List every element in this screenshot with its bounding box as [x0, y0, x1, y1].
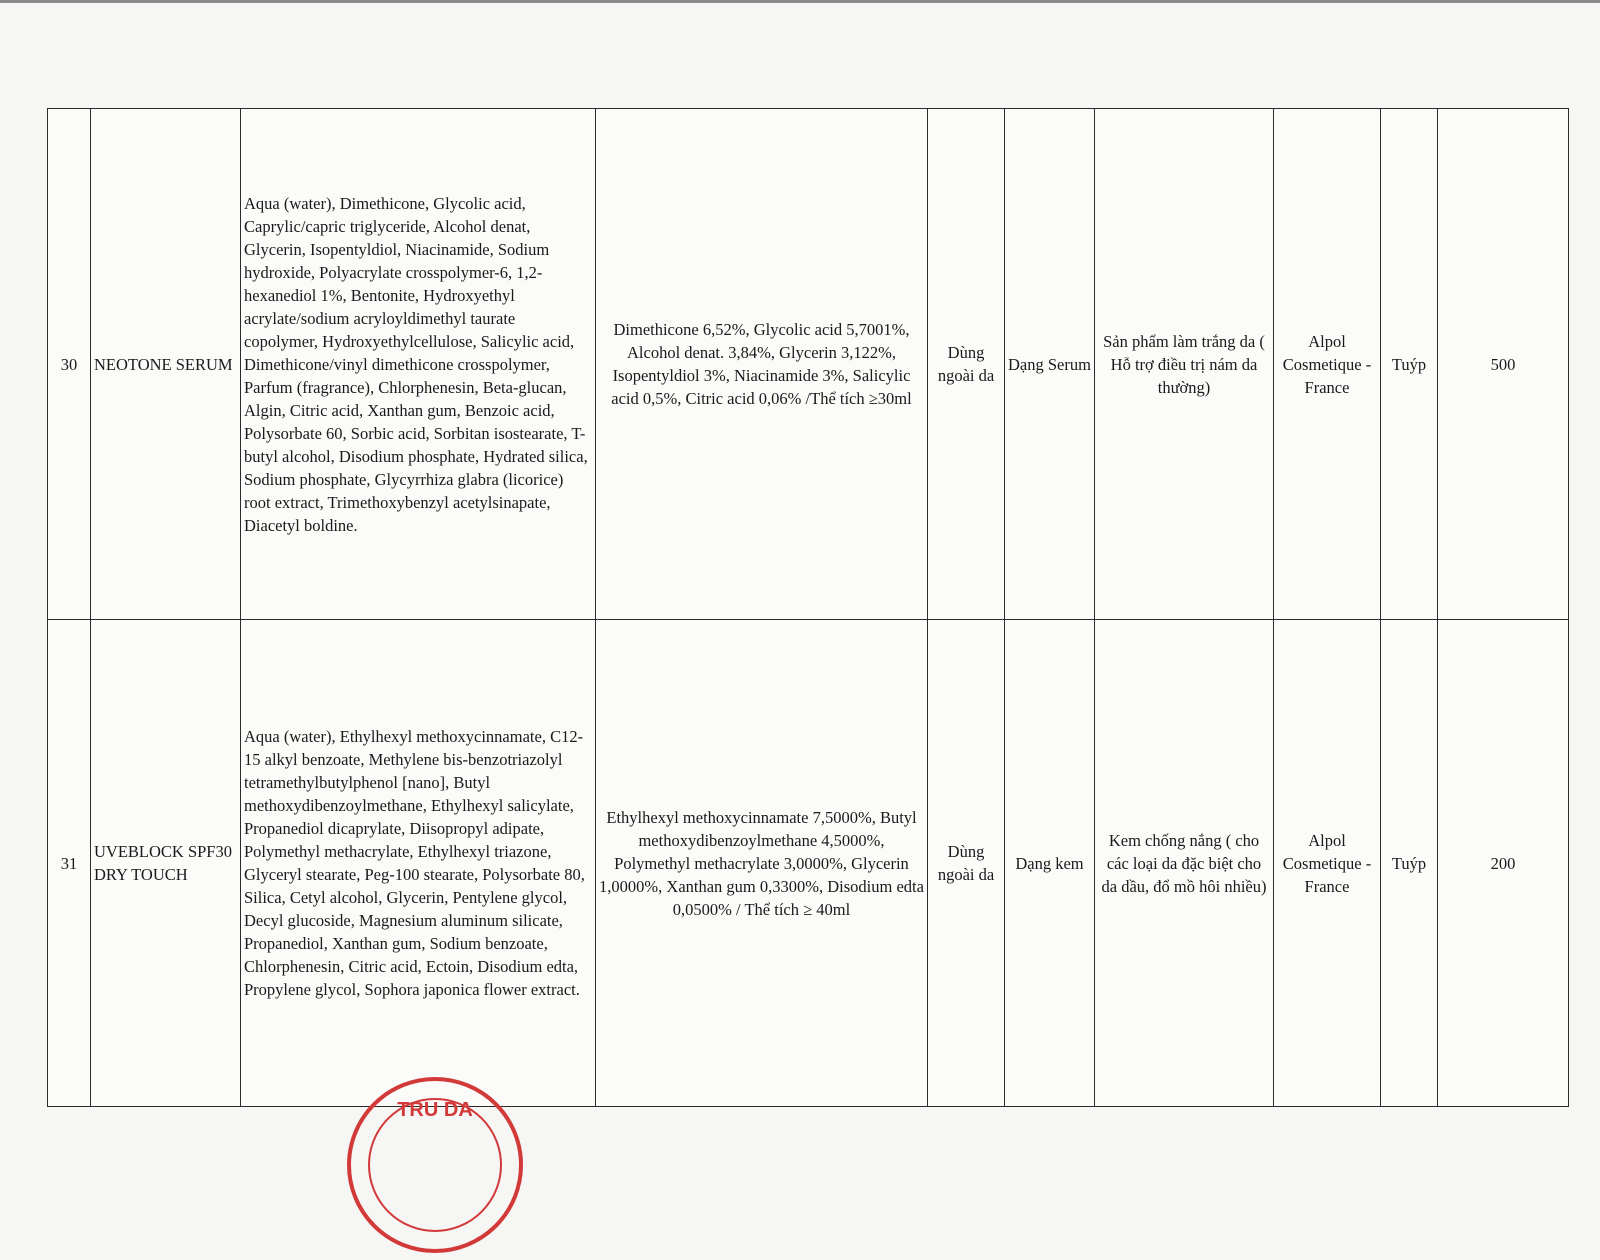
- active-content-cell: Ethylhexyl methoxycinnamate 7,5000%, Butyl methoxydibenzoylmethane 4,5000%, Polymethyl methacrylate 3,0000%, Glycerin 1,0000%, Xanthan gum 0,3300%, Disodium edta 0,0500% / Thể tích ≥ 40ml: [596, 620, 928, 1107]
- ingredients-cell: Aqua (water), Dimethicone, Glycolic acid, Caprylic/capric triglyceride, Alcohol denat, Glycerin, Isopentyldiol, Niacinamide, Sodium hydroxide, Polyacrylate crosspolymer-6, 1,2-hexanediol 1%, Bentonite, Hydroxyethyl acrylate/sodium acryloyldimethyl taurate copolymer, Hydroxyethylcellulose, Salicylic acid, Dimethicone/vinyl dimethicone crosspolymer, Parfum (fragrance), Chlorphenesin, Beta-glucan, Algin, Citric acid, Xanthan gum, Benzoic acid, Polysorbate 60, Sorbic acid, Sorbitan isostearate, T-butyl alcohol, Disodium phosphate, Hydrated silica, Sodium phosphate, Glycyrrhiza glabra (licorice) root extract, Trimethoxybenzyl acetylsinapate, Diacetyl boldine.: [241, 109, 596, 620]
- table-row: [48, 620, 1569, 1107]
- ingredients-cell: Aqua (water), Ethylhexyl methoxycinnamate, C12-15 alkyl benzoate, Methylene bis-benzotriazolyl tetramethylbutylphenol [nano], Butyl methoxydibenzoylmethane, Ethylhexyl salicylate, Propanediol dicaprylate, Diisopropyl adipate, Polymethyl methacrylate, Ethylhexyl triazone, Glyceryl stearate, Peg-100 stearate, Polysorbate 80, Silica, Cetyl alcohol, Glycerin, Pentylene glycol, Decyl glucoside, Magnesium aluminum silicate, Propanediol, Xanthan gum, Sodium benzoate, Chlorphenesin, Citric acid, Ectoin, Disodium edta, Propylene glycol, Sophora japonica flower extract.: [241, 620, 596, 1107]
- usage-cell: Dùng ngoài da: [928, 620, 1005, 1107]
- product-table: [47, 108, 1569, 1107]
- purpose-cell: Kem chống nắng ( cho các loại da đặc biệt cho da dầu, đổ mồ hôi nhiều): [1095, 620, 1274, 1107]
- unit-cell: Tuýp: [1381, 109, 1438, 620]
- manufacturer-cell: Alpol Cosmetique - France: [1274, 109, 1381, 620]
- row-number: 31: [48, 620, 91, 1107]
- table-row: [48, 109, 1569, 620]
- page-top-rule: [0, 0, 1600, 3]
- purpose-cell: Sản phẩm làm trắng da ( Hỗ trợ điều trị nám da thường): [1095, 109, 1274, 620]
- quantity-cell: 200: [1438, 620, 1569, 1107]
- manufacturer-cell: Alpol Cosmetique - France: [1274, 620, 1381, 1107]
- unit-cell: Tuýp: [1381, 620, 1438, 1107]
- product-name: UVEBLOCK SPF30 DRY TOUCH: [91, 620, 241, 1107]
- form-cell: Dạng kem: [1005, 620, 1095, 1107]
- active-content-cell: Dimethicone 6,52%, Glycolic acid 5,7001%, Alcohol denat. 3,84%, Glycerin 3,122%, Isopentyldiol 3%, Niacinamide 3%, Salicylic acid 0,5%, Citric acid 0,06% /Thể tích ≥30ml: [596, 109, 928, 620]
- product-name: NEOTONE SERUM: [91, 109, 241, 620]
- red-seal-stamp: [340, 1070, 530, 1260]
- quantity-cell: 500: [1438, 109, 1569, 620]
- row-number: 30: [48, 109, 91, 620]
- form-cell: Dạng Serum: [1005, 109, 1095, 620]
- usage-cell: Dùng ngoài da: [928, 109, 1005, 620]
- stamp-text: TRU DA: [397, 1099, 473, 1121]
